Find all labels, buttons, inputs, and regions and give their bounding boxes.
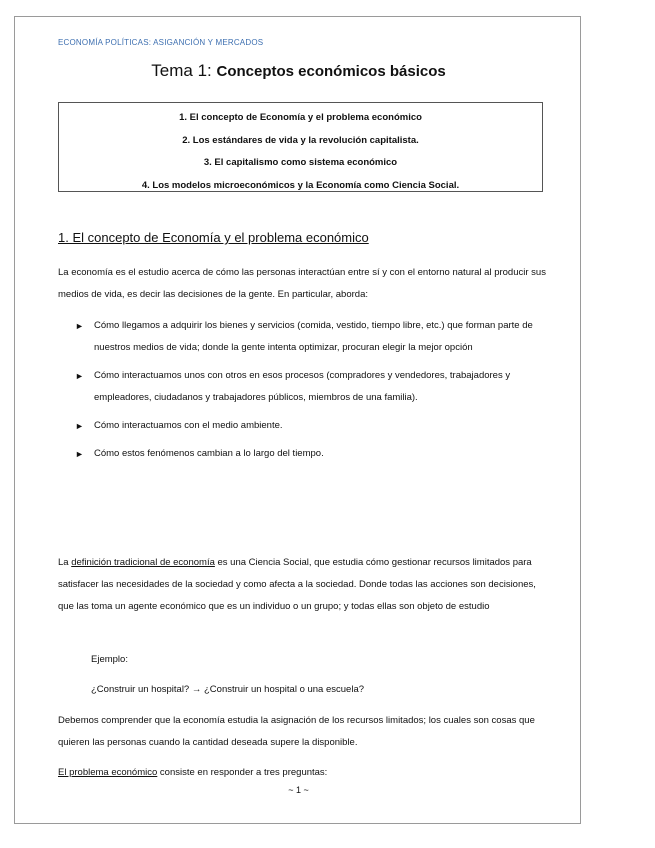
table-of-contents xyxy=(58,102,543,192)
list-item xyxy=(75,365,545,409)
toc-item-3: 3. El capitalismo como sistema económico xyxy=(203,157,398,168)
toc-item-4: 4. Los modelos microeconómicos y la Economía como Ciencia Social. xyxy=(141,179,460,191)
definition-after: es una Ciencia Social, que estudia cómo gestionar recursos limitados para satisfacer las necesidades de la sociedad y como afecta a la sociedad. Donde todas las acciones son decisiones, que las toma un agente económico que es un individuo o un grupo; y todas ellas son objeto de estudio xyxy=(58,557,536,612)
bullet-arrow-icon: ► xyxy=(75,421,84,431)
intro-paragraph: La economía es el estudio acerca de cómo las personas interactúan entre sí y con el entorno natural al producir sus medios de vida, es decir las decisiones de la gente. En particular, aborda: xyxy=(58,267,546,300)
definition-term: definición tradicional de economía xyxy=(71,557,215,568)
toc-item-2: 2. Los estándares de vida y la revolución capitalista. xyxy=(182,134,419,146)
problem-after: consiste en responder a tres preguntas: xyxy=(157,767,328,778)
bullet-arrow-icon: ► xyxy=(75,321,84,331)
bullet-list xyxy=(75,315,545,465)
list-item xyxy=(75,315,545,359)
bullet-text: Cómo interactuamos con el medio ambiente. xyxy=(94,420,283,431)
bullet-text: Cómo interactuamos unos con otros en esos procesos (compradores y vendedores, trabajadores y empleadores, ciudadanos y trabajadores públicos, miembros de una familia). xyxy=(94,370,511,403)
definition-paragraph xyxy=(58,552,546,618)
bullet-arrow-icon: ► xyxy=(75,449,84,459)
list-item xyxy=(75,443,545,465)
page-title xyxy=(15,61,582,81)
bullet-text: Cómo llegamos a adquirir los bienes y servicios (comida, vestido, tiempo libre, etc.) que forman parte de nuestros medios de vida; donde la gente intenta optimizar, procuran elegir la mejor opción xyxy=(94,320,533,353)
toc-item-1: 1. El concepto de Economía y el problema económico xyxy=(179,112,422,123)
list-item xyxy=(75,415,545,437)
bullet-text: Cómo estos fenómenos cambian a lo largo del tiempo. xyxy=(94,448,324,459)
title-main: Conceptos económicos básicos xyxy=(216,63,446,80)
title-prefix: Tema 1: xyxy=(151,61,217,80)
document-page xyxy=(14,16,581,824)
resources-paragraph: Debemos comprender que la economía estudia la asignación de los recursos limitados; los cuales son cosas que quieren las personas cuando la cantidad deseada supere la disponible. xyxy=(58,715,535,748)
problem-paragraph xyxy=(58,762,546,784)
example-text: ¿Construir un hospital? → ¿Construir un hospital o una escuela? xyxy=(91,684,365,695)
problem-term: El problema económico xyxy=(58,767,158,778)
bullet-arrow-icon: ► xyxy=(75,371,84,381)
definition-before: La xyxy=(58,557,72,568)
section-heading: 1. El concepto de Economía y el problema económico xyxy=(58,230,369,245)
example-label: Ejemplo: xyxy=(91,654,128,665)
running-header: ECONOMÍA POLÍTICAS: ASIGANCIÓN Y MERCADOS xyxy=(58,38,264,47)
page-number: ~ 1 ~ xyxy=(288,785,309,795)
